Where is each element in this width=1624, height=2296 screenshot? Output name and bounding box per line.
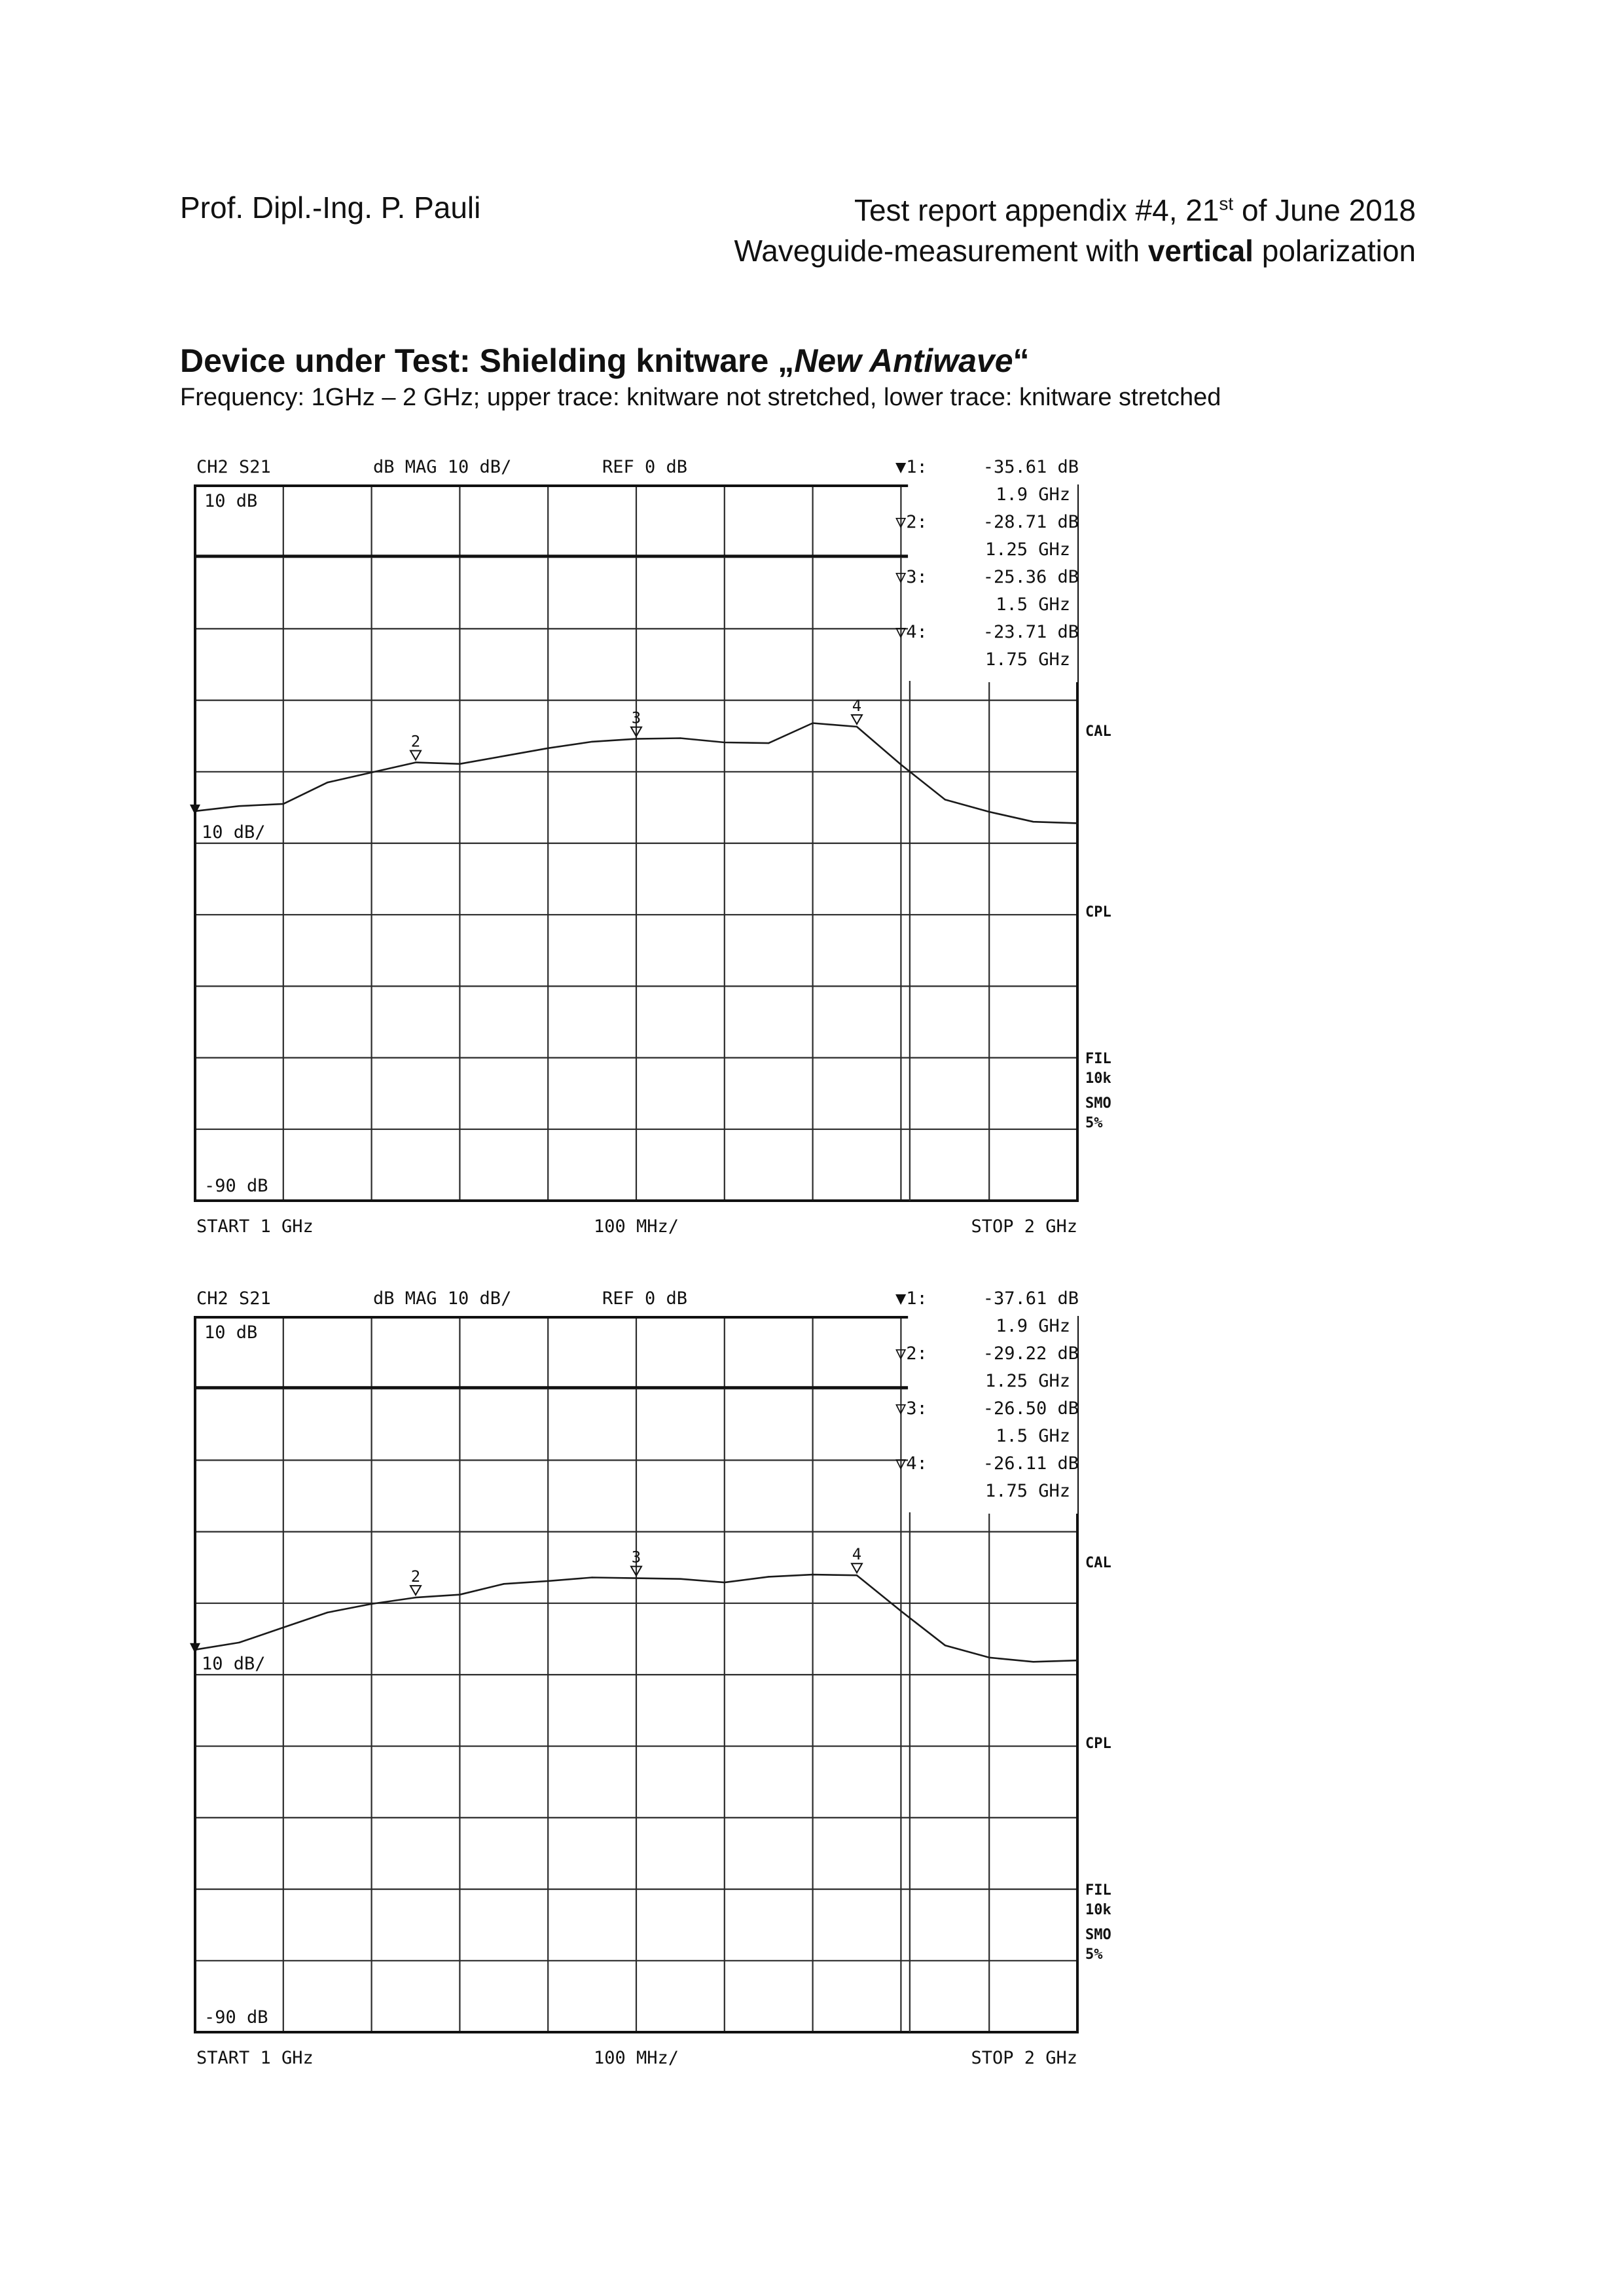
report-title [565,190,1416,230]
scale-label: 10 dB/ [202,1654,266,1674]
author: Prof. Dipl.-Ing. P. Pauli [180,191,481,225]
marker-4-freq: 1.75 GHz [984,1481,1070,1501]
report-subtitle [565,230,1416,271]
trace-point [591,1576,592,1578]
report-title-sup: st [1219,193,1234,214]
trace-point [768,1576,769,1577]
trace-point [1032,821,1034,822]
side-label-fil: FIL [1085,1051,1111,1067]
top-db-label: 10 dB [204,1322,258,1343]
start-frequency: START 1 GHz [196,2048,314,2068]
marker-3-number: 3 [631,1548,641,1567]
marker-2-value: -29.22 dB [983,1343,1079,1364]
marker-3-label: ▽3: [895,1398,928,1419]
plot-reference: REF 0 dB [602,457,688,477]
marker-2-label: ▽2: [895,1343,928,1364]
start-frequency: START 1 GHz [196,1216,314,1237]
trace-point [812,1574,813,1575]
trace-point [1077,822,1078,824]
marker-4-freq: 1.75 GHz [984,649,1070,670]
device-under-test [180,342,1030,380]
marker-4-number: 4 [852,1545,862,1564]
trace-point [238,1642,240,1643]
side-label-cpl: CPL [1085,1736,1111,1752]
plot-format: dB MAG 10 dB/ [373,457,512,477]
trace-point [1077,1660,1078,1661]
side-label-cpl: CPL [1085,904,1111,920]
marker-2-freq: 1.25 GHz [984,539,1070,560]
trace-point [591,741,592,742]
marker-2-symbol [410,1586,421,1595]
subtitle-bold: vertical [1147,234,1254,268]
bottom-db-label: -90 dB [204,2007,268,2028]
reference-level-arrow [190,805,200,815]
frequency-line: Frequency: 1GHz – 2 GHz; upper trace: knitware not stretched, lower trace: knitware stretched [180,384,1221,411]
side-label-fil: FIL [1085,1882,1111,1899]
side-label-5pct: 5% [1085,1946,1103,1963]
trace-point [856,1575,857,1576]
trace-point [283,803,284,805]
marker-3-value: -25.36 dB [983,567,1079,587]
trace-point [812,722,813,723]
stop-frequency: STOP 2 GHz [971,1216,1077,1237]
marker-4-label: ▽4: [895,622,928,642]
trace-point [724,1582,725,1583]
trace-point [370,1603,372,1605]
trace-point [327,1612,328,1613]
marker-3-label: ▽3: [895,567,928,587]
trace-point [503,756,505,757]
trace-point [327,782,328,783]
report-heading [565,190,1416,271]
side-label-5pct: 5% [1085,1115,1103,1131]
trace-point [679,737,681,738]
side-label-smo: SMO [1085,1095,1111,1112]
report-title-prefix: Test report appendix #4, 21 [854,193,1219,227]
side-label-10k: 10k [1085,1902,1111,1918]
marker-1-value: -35.61 dB [983,457,1079,477]
trace-point [900,1611,901,1612]
stop-frequency: STOP 2 GHz [971,2048,1077,2068]
trace-point [636,1577,637,1578]
marker-2-number: 2 [410,1567,421,1586]
marker-2-number: 2 [410,732,421,751]
marker-4-symbol [852,715,862,724]
plot-upper [183,445,1152,1237]
plot-upper-svg [183,445,1152,1237]
marker-1-label: ▼1: [895,1288,928,1309]
marker-3-freq: 1.5 GHz [996,594,1070,615]
side-label-smo: SMO [1085,1927,1111,1943]
dut-name: New Antiwave [794,342,1013,379]
plot-lower [183,1277,1152,2068]
trace-point [945,799,946,800]
trace-point [1032,1661,1034,1662]
marker-2-label: ▽2: [895,512,928,532]
trace-point [459,1594,460,1595]
subtitle-prefix: Waveguide-measurement with [734,234,1148,268]
frequency-span: 100 MHz/ [593,1216,679,1237]
side-label-cal: CAL [1085,723,1111,740]
trace-point [768,742,769,744]
trace-point [547,748,549,749]
trace-point [547,1580,549,1582]
marker-1-value: -37.61 dB [983,1288,1079,1309]
dut-prefix: Device under Test: Shielding knitware „ [180,342,795,379]
marker-3-value: -26.50 dB [983,1398,1079,1419]
dut-suffix: “ [1013,342,1030,379]
trace-point [459,763,460,765]
plot-reference: REF 0 dB [602,1288,688,1309]
trace-point [503,1583,505,1584]
marker-3-number: 3 [631,708,641,727]
trace-point [856,726,857,727]
plot-channel: CH2 S21 [196,457,271,477]
plot-lower-svg [183,1277,1152,2068]
trace-point [370,772,372,773]
marker-1-label: ▼1: [895,457,928,477]
side-label-10k: 10k [1085,1070,1111,1087]
trace-point [283,1627,284,1628]
marker-1-freq: 1.9 GHz [996,484,1070,505]
subtitle-suffix: polarization [1253,234,1416,268]
trace-point [636,738,637,739]
plot-format: dB MAG 10 dB/ [373,1288,512,1309]
trace-point [900,764,901,765]
bottom-db-label: -90 dB [204,1176,268,1196]
side-label-cal: CAL [1085,1555,1111,1571]
marker-4-number: 4 [852,697,862,716]
marker-4-value: -23.71 dB [983,622,1079,642]
frequency-span: 100 MHz/ [593,2048,679,2068]
report-title-suffix: of June 2018 [1233,193,1416,227]
top-db-label: 10 dB [204,491,258,511]
plot-channel: CH2 S21 [196,1288,271,1309]
marker-4-label: ▽4: [895,1453,928,1474]
trace-point [988,1657,990,1658]
marker-4-symbol [852,1563,862,1573]
trace-point [238,805,240,807]
trace-point [415,1597,416,1598]
trace-point [415,761,416,763]
trace-point [724,742,725,743]
marker-2-freq: 1.25 GHz [984,1371,1070,1391]
marker-2-symbol [410,751,421,760]
marker-2-value: -28.71 dB [983,512,1079,532]
trace-point [679,1578,681,1579]
trace-point [945,1645,946,1646]
marker-3-freq: 1.5 GHz [996,1426,1070,1446]
trace-point [988,811,990,812]
marker-1-freq: 1.9 GHz [996,1316,1070,1336]
scale-label: 10 dB/ [202,822,266,843]
marker-4-value: -26.11 dB [983,1453,1079,1474]
